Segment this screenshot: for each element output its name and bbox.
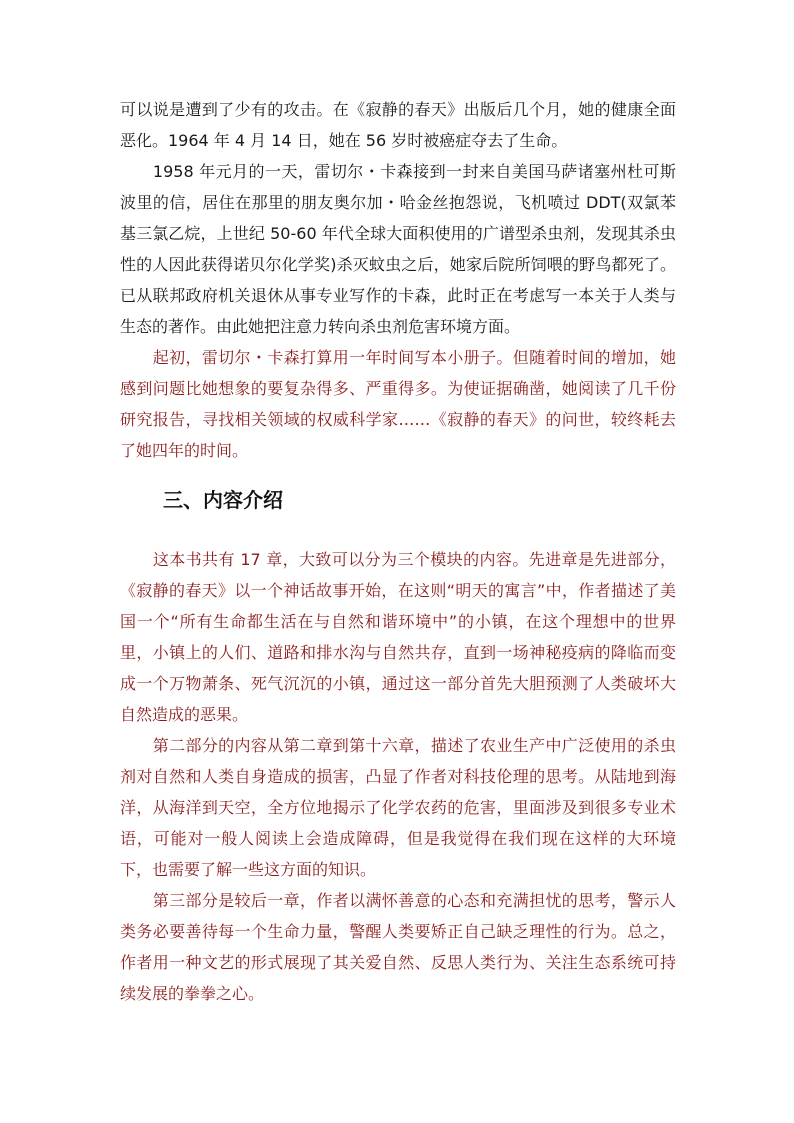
paragraph-writing-process: 起初，雷切尔・卡森打算用一年时间写本小册子。但随着时间的增加，她感到问题比她想象的要复杂得多、严重得多。为使证据确凿，她阅读了几千份研究报告，寻找相关领域的权威科学家……《寂静的春天》的问世，较终耗去了她四年的时间。	[120, 348, 676, 460]
section-heading: 三、内容介绍	[163, 488, 283, 512]
paragraph-part-one: 这本书共有 17 章，大致可以分为三个模块的内容。先进章是先进部分，《寂静的春天》以一个神话故事开始，在这则“明天的寓言”中，作者描述了美国一个“所有生命都生活在与自然和谐环境中”的小镇，在这个理想中的世界里，小镇上的人们、道路和排水沟与自然共存，直到一场神秘疫病的降临而变成一个万物萧条、死气沉沉的小镇，通过这一部分首先大胆预测了人类破坏大自然造成的恶果。	[120, 550, 676, 724]
paragraph-part-two: 第二部分的内容从第二章到第十六章，描述了农业生产中广泛使用的杀虫剂对自然和人类自身造成的损害，凸显了作者对科技伦理的思考。从陆地到海洋，从海洋到天空，全方位地揭示了化学农药的危害，里面涉及到很多专业术语，可能对一般人阅读上会造成障碍，但是我觉得在我们现在这样的大环境下，也需要了解一些这方面的知识。	[120, 736, 676, 879]
paragraph-letter-1958: 1958 年元月的一天，雷切尔・卡森接到一封来自美国马萨诸塞州杜可斯波里的信，居住在那里的朋友奥尔加・哈金丝抱怨说，飞机喷过 DDT(双氯苯基三氯乙烷，上世纪 50-60 年代全球大面积使用的广谱型杀虫剂，发现其杀虫性的人因此获得诺贝尔化学奖)杀灭蚊虫之后，她家后院所饲喂的野鸟都死了。已从联邦政府机关退休从事专业写作的卡森，此时正在考虑写一本关于人类与生态的著作。由此她把注意力转向杀虫剂危害环境方面。	[120, 162, 676, 336]
paragraph-part-three: 第三部分是较后一章，作者以满怀善意的心态和充满担忧的思考，警示人类务必要善待每一个生命力量，警醒人类要矫正自己缺乏理性的行为。总之，作者用一种文艺的形式展现了其关爱自然、反思人类行为、关注生态系统可持续发展的拳拳之心。	[120, 891, 676, 1003]
paragraph-health-decline: 可以说是遭到了少有的攻击。在《寂静的春天》出版后几个月，她的健康全面恶化。1964 年 4 月 14 日，她在 56 岁时被癌症夺去了生命。	[120, 100, 676, 150]
